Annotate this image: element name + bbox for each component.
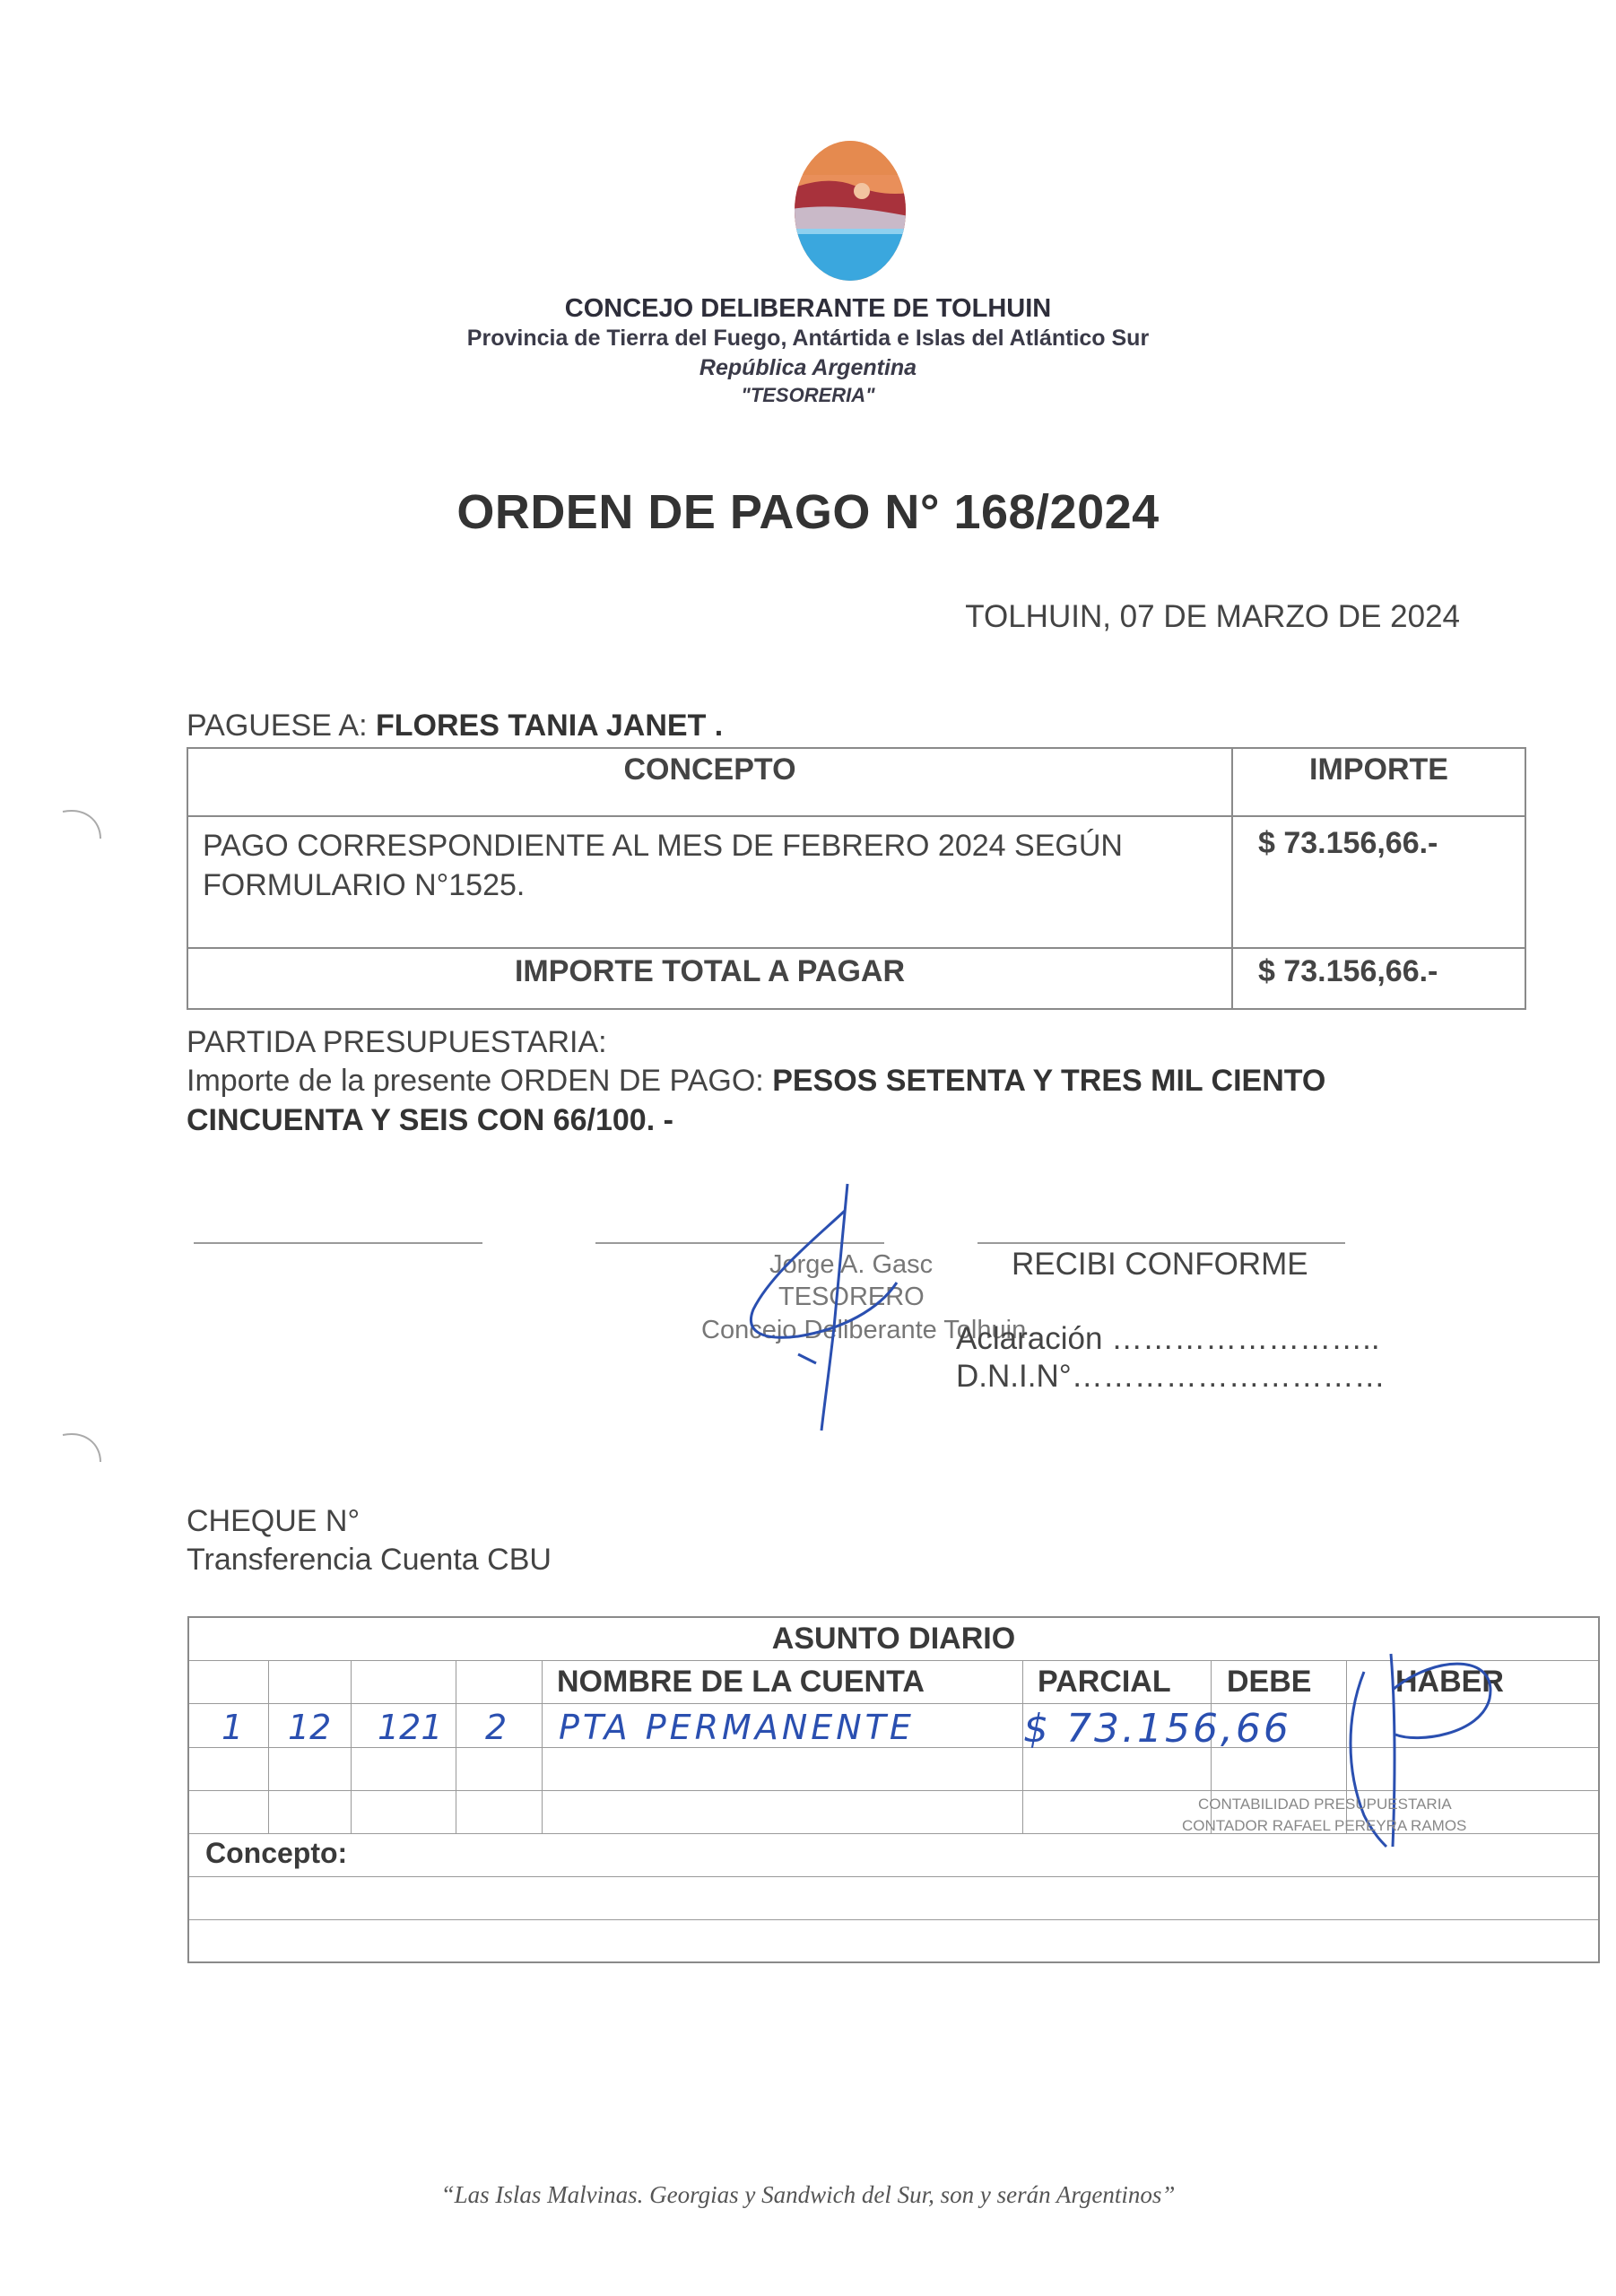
total-label: IMPORTE TOTAL A PAGAR <box>187 948 1232 1009</box>
amount-words-label: Importe de la presente ORDEN DE PAGO: <box>187 1064 764 1098</box>
amount-header: IMPORTE <box>1232 748 1525 816</box>
amount-cell: $ 73.156,66.- <box>1232 816 1525 948</box>
concept-label: Concepto: <box>205 1837 348 1869</box>
handwritten-code-4: 2 <box>485 1708 508 1747</box>
handwritten-partial: $ 73.156,66 <box>1023 1706 1291 1752</box>
payment-table <box>187 747 1526 1010</box>
dni-field: D.N.I.N°………………………… <box>956 1359 1386 1394</box>
organization-department: "TESORERIA" <box>741 384 875 406</box>
accounting-stamp-line-1: CONTABILIDAD PRESUPUESTARIA <box>1198 1796 1452 1813</box>
signature-line-1 <box>194 1242 482 1244</box>
cheque-label: CHEQUE N° <box>187 1504 361 1538</box>
transfer-label: Transferencia Cuenta CBU <box>187 1543 552 1577</box>
document-date: TOLHUIN, 07 DE MARZO DE 2024 <box>965 599 1460 634</box>
treasurer-stamp-name: Jorge A. Gasc <box>769 1250 934 1279</box>
handwritten-account: PTA PERMANENTE <box>559 1708 915 1747</box>
organization-name: CONCEJO DELIBERANTE DE TOLHUIN <box>564 294 1052 323</box>
payee-label: PAGUESE A: <box>187 709 368 743</box>
punch-hole-mark-2 <box>54 1426 108 1471</box>
accounting-stamp-line-2: CONTADOR RAFAEL PEREYRA RAMOS <box>1182 1817 1467 1834</box>
amount-in-words <box>187 1061 1487 1140</box>
payee-name: FLORES TANIA JANET . <box>376 709 724 743</box>
debit-header: DEBE <box>1227 1665 1312 1699</box>
account-name-header: NOMBRE DE LA CUENTA <box>557 1665 925 1699</box>
council-logo <box>792 139 908 283</box>
treasurer-stamp-role: TESORERO <box>778 1283 925 1311</box>
payee-line <box>187 709 723 744</box>
clarification-field: Aclaración …………………….. <box>956 1321 1380 1356</box>
organization-province: Provincia de Tierra del Fuego, Antártida e Islas del Atlántico Sur <box>466 326 1150 351</box>
punch-hole-mark-1 <box>54 803 108 848</box>
journal-table <box>187 1616 1600 1963</box>
handwritten-code-3: 121 <box>378 1708 443 1747</box>
document-title: ORDEN DE PAGO N° 168/2024 <box>456 485 1160 539</box>
footer-motto: “Las Islas Malvinas. Georgias y Sandwich del Sur, son y serán Argentinos” <box>440 2181 1176 2208</box>
credit-header: HABER <box>1395 1665 1504 1699</box>
total-amount: $ 73.156,66.- <box>1232 948 1525 1009</box>
organization-country: República Argentina <box>699 355 917 380</box>
journal-title: ASUNTO DIARIO <box>771 1622 1016 1656</box>
received-label: RECIBI CONFORME <box>1012 1247 1308 1282</box>
table-row <box>187 816 1525 948</box>
treasurer-stamp-org: Concejo Deliberante Tolhuin <box>701 1316 1027 1344</box>
amount-words-value: PESOS SETENTA Y TRES MIL CIENTO CINCUENTA Y SEIS CON 66/100. - <box>187 1064 1326 1137</box>
signature-line-3 <box>977 1242 1345 1244</box>
treasurer-signature <box>735 1175 933 1435</box>
budget-label: PARTIDA PRESUPUESTARIA: <box>187 1025 607 1059</box>
total-row <box>187 948 1525 1009</box>
handwritten-code-1: 1 <box>222 1708 244 1747</box>
concept-cell: PAGO CORRESPONDIENTE AL MES DE FEBRERO 2024 SEGÚN FORMULARIO N°1525. <box>187 816 1232 948</box>
handwritten-code-2: 12 <box>288 1708 332 1747</box>
concept-header: CONCEPTO <box>187 748 1232 816</box>
partial-header: PARCIAL <box>1038 1665 1171 1699</box>
